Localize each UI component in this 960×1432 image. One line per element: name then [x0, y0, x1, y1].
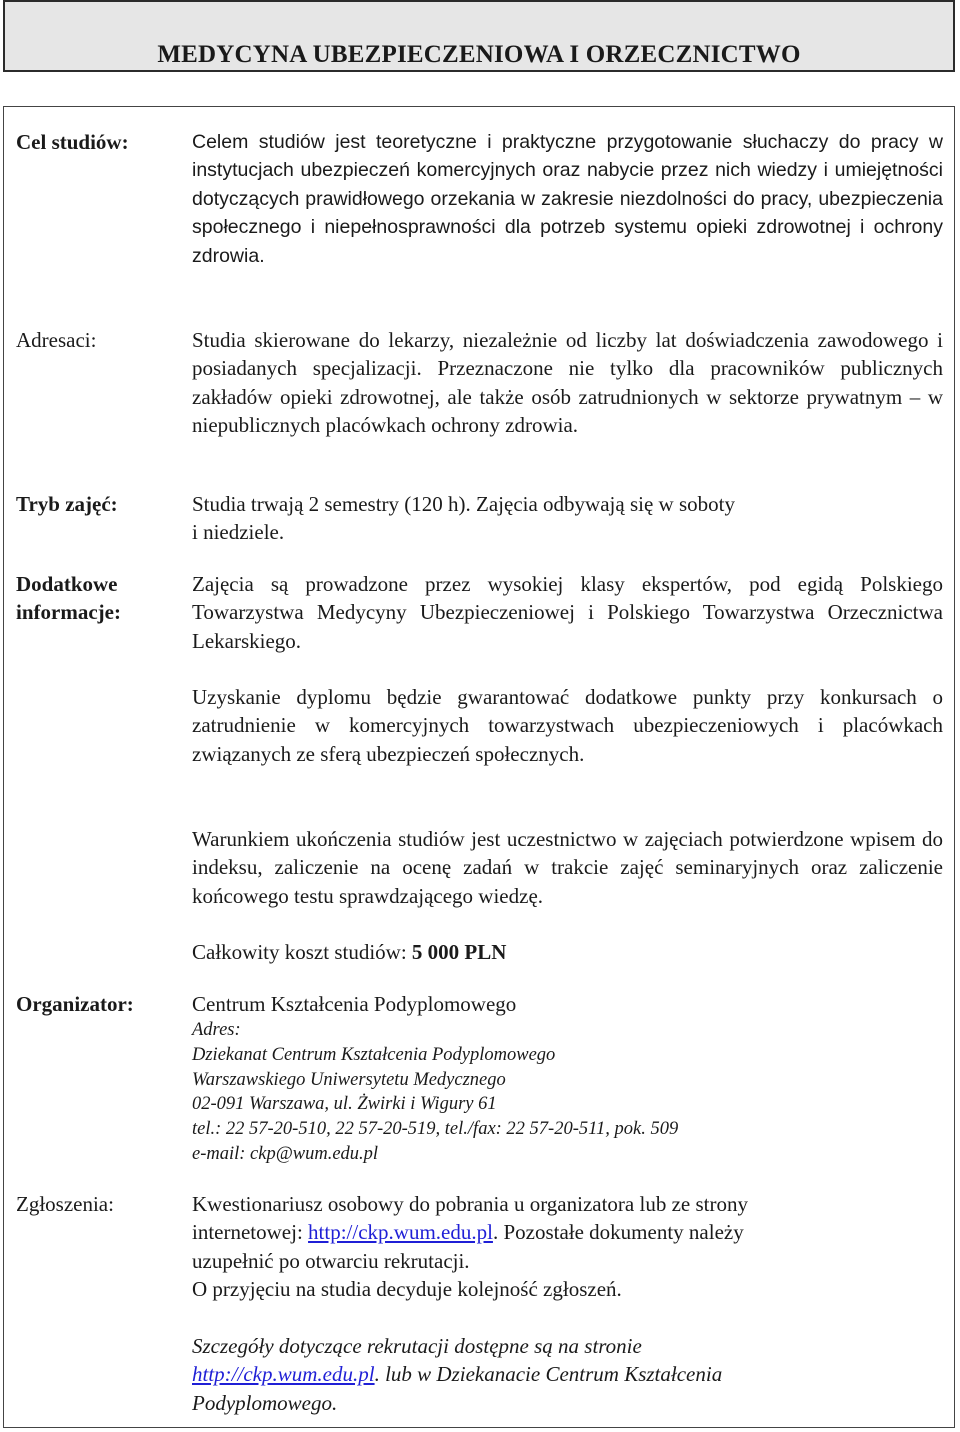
dodatkowe-paragraph-3: Warunkiem ukończenia studiów jest uczestnictwo w zajęciach potwierdzone wpisem do indeksu, zaliczenie na ocenę zadań w trakcie zajęć seminaryjnych oraz zaliczenie końcowego testu sprawdzającego wiedzę.	[192, 827, 943, 908]
total-cost	[192, 938, 943, 966]
title-banner	[3, 0, 955, 72]
label-dodatkowe-informacje	[16, 570, 121, 627]
address-heading: Adres:	[192, 1020, 241, 1040]
organizator-address-block	[192, 1018, 943, 1167]
zgloszenia-text	[192, 1190, 943, 1304]
cel-studiow-text: Celem studiów jest teoretyczne i praktyczne przygotowanie słuchaczy do pracy w instytucjach ubezpieczeń komercyjnych oraz nabycie przez nich wiedzy i umiejętności dotyczących prawidłowego orzekania w zakresie niezdolności do pracy, ubezpieczenia społecznego i niepełnosprawności dla potrzeb systemu opieki zdrowotnej i ochrony zdrowia.	[192, 131, 943, 267]
rekrutacja-line-2	[192, 1360, 943, 1388]
ckp-website-link-italic[interactable]: http://ckp.wum.edu.pl	[192, 1362, 375, 1387]
zgloszenia-line-1: Kwestionariusz osobowy do pobrania u organizatora lub ze strony	[192, 1192, 748, 1216]
rekrutacja-line-3: Podyplomowego.	[192, 1390, 338, 1415]
label-organizator: Organizator:	[16, 992, 134, 1016]
zgloszenia-line-2-prefix: internetowej:	[192, 1220, 309, 1245]
rekrutacja-line-2-suffix: . lub w Dziekanacie Centrum Kształcenia	[374, 1362, 723, 1387]
label-cel-studiow: Cel studiów:	[16, 130, 129, 154]
address-line: Warszawskiego Uniwersytetu Medycznego	[192, 1069, 506, 1090]
zgloszenia-line-3: uzupełnić po otwarciu rekrutacji.	[192, 1248, 470, 1273]
label-adresaci: Adresaci:	[16, 328, 97, 352]
label-zgloszenia: Zgłoszenia:	[16, 1192, 114, 1216]
page-title: MEDYCYNA UBEZPIECZENIOWA I ORZECZNICTWO	[157, 41, 801, 68]
total-cost-label: Całkowity koszt studiów:	[192, 940, 412, 964]
tryb-zajec-line-1: Studia trwają 2 semestry (120 h). Zajęcia odbywają się w soboty	[192, 492, 735, 516]
tryb-zajec-text	[192, 490, 943, 547]
zgloszenia-line-2-suffix: . Pozostałe dokumenty należy	[492, 1220, 744, 1245]
ckp-website-link[interactable]: http://ckp.wum.edu.pl	[308, 1220, 493, 1245]
zgloszenia-line-4: O przyjęciu na studia decyduje kolejność zgłoszeń.	[192, 1277, 622, 1302]
address-email: e-mail: ckp@wum.edu.pl	[192, 1143, 379, 1164]
organizator-name: Centrum Kształcenia Podyplomowego	[192, 992, 517, 1016]
label-dodatkowe-line-1: Dodatkowe	[16, 572, 118, 596]
dodatkowe-paragraph-2: Uzyskanie dyplomu będzie gwarantować dodatkowe punkty przy konkursach o zatrudnienie w komercyjnych towarzystwach ubezpieczeniowych i placówkach związanych ze sferą ubezpieczeń społecznych.	[192, 685, 943, 766]
address-line: 02-091 Warszawa, ul. Żwirki i Wigury 61	[192, 1094, 497, 1115]
tryb-zajec-line-2: i niedziele.	[192, 520, 285, 545]
zgloszenia-line-2	[192, 1218, 943, 1246]
adresaci-text: Studia skierowane do lekarzy, niezależnie od liczby lat doświadczenia zawodowego i posiadanych specjalizacji. Przeznaczone nie tylko dla pracowników publicznych zakładów opieki zdrowotnej, ale także osób zatrudnionych w sektorze prywatnym – w niepublicznych placówkach ochrony zdrowia.	[192, 328, 943, 438]
dodatkowe-paragraph-1: Zajęcia są prowadzone przez wysokiej klasy ekspertów, pod egidą Polskiego Towarzystwa Medycyny Ubezpieczeniowej i Polskiego Towarzystwa Orzecznictwa Lekarskiego.	[192, 572, 943, 653]
rekrutacja-details	[192, 1332, 943, 1417]
rekrutacja-line-1: Szczegóły dotyczące rekrutacji dostępne są na stronie	[192, 1334, 642, 1358]
total-cost-value: 5 000 PLN	[411, 940, 507, 964]
label-dodatkowe-line-2: informacje:	[16, 600, 121, 625]
label-tryb-zajec: Tryb zajęć:	[16, 492, 118, 516]
address-phone: tel.: 22 57-20-510, 22 57-20-519, tel./fax: 22 57-20-511, pok. 509	[192, 1119, 679, 1140]
address-line: Dziekanat Centrum Kształcenia Podyplomowego	[192, 1044, 556, 1065]
